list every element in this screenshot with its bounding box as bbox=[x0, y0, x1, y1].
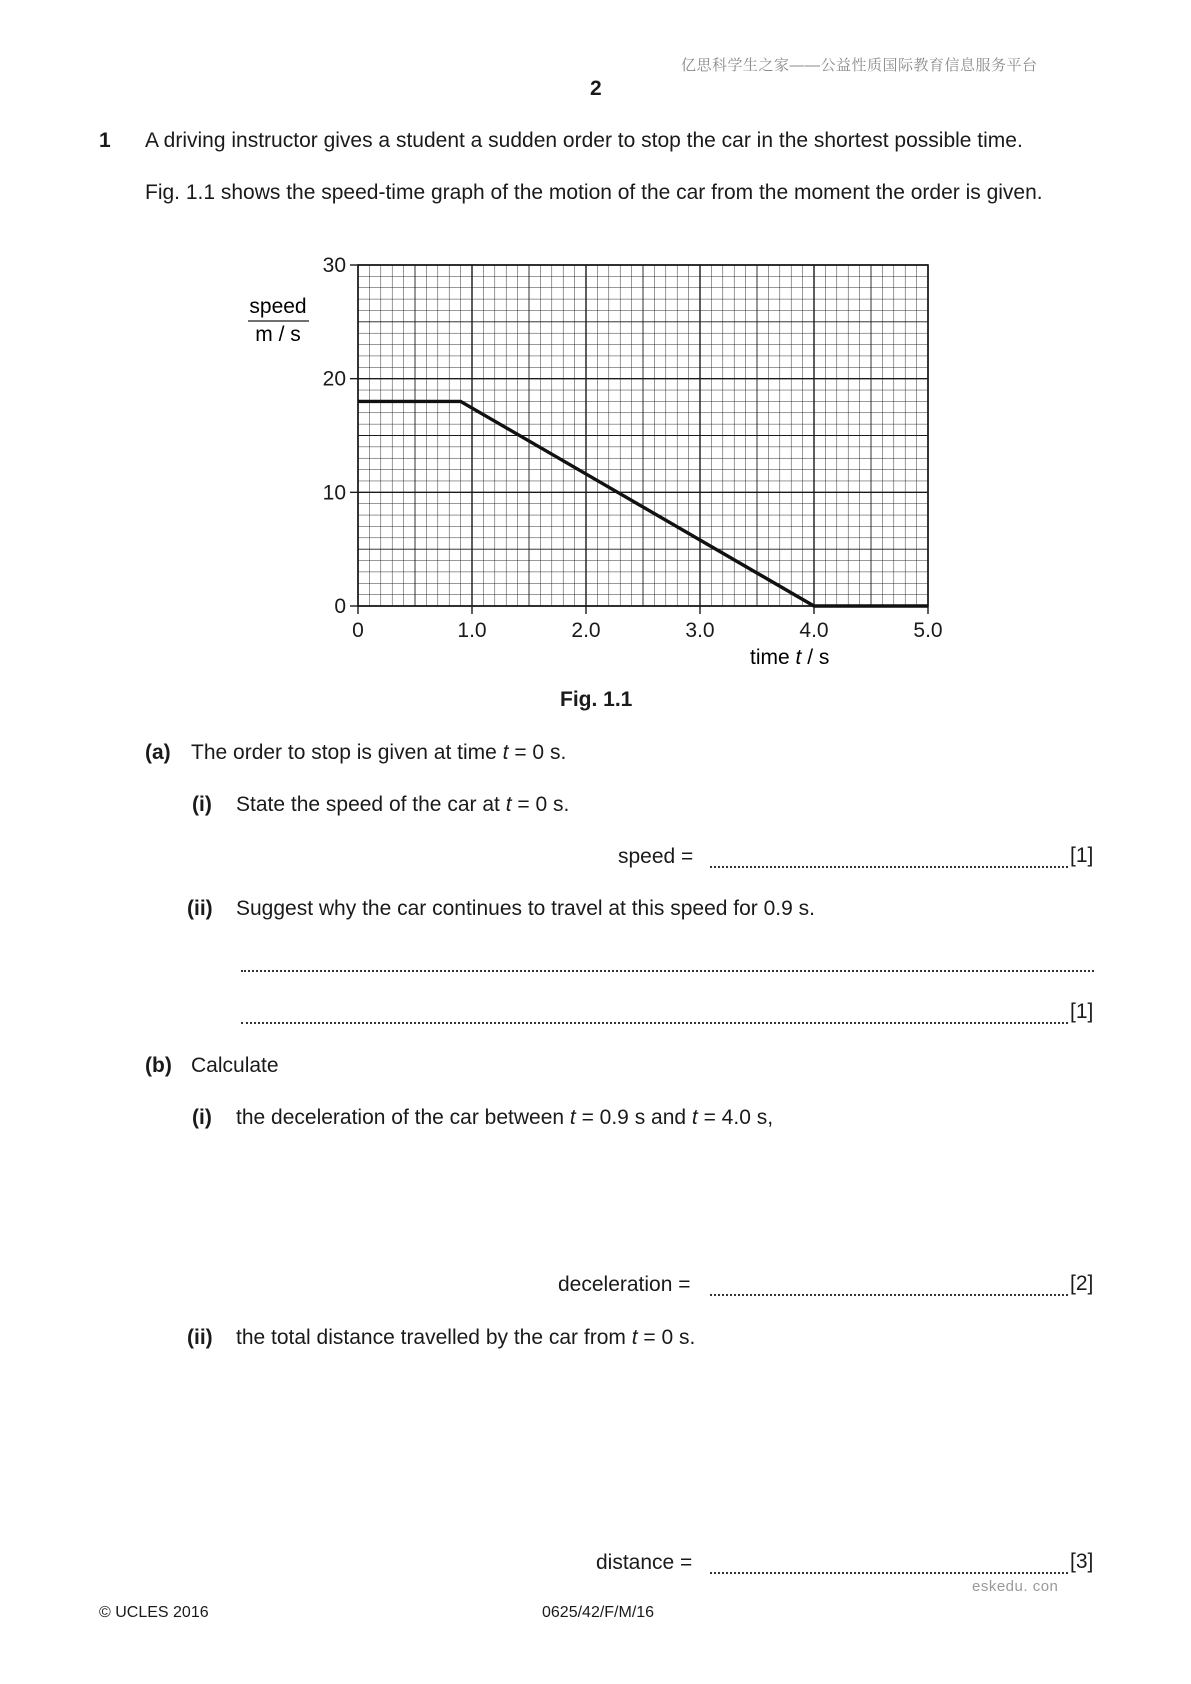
part-a-ii-marks: [1] bbox=[1070, 1000, 1094, 1023]
part-b-text: Calculate bbox=[191, 1054, 279, 1077]
y-tick-label: 20 bbox=[322, 367, 346, 391]
distance-answer-label: distance = bbox=[596, 1551, 693, 1574]
y-tick-label: 0 bbox=[334, 595, 346, 618]
part-b-ii-label: (ii) bbox=[187, 1326, 213, 1349]
part-a-label: (a) bbox=[145, 741, 171, 764]
x-tick-label: 5.0 bbox=[913, 619, 943, 642]
footer-watermark: eskedu. con bbox=[972, 1578, 1059, 1595]
figure-caption: Fig. 1.1 bbox=[560, 688, 633, 711]
grid-minor bbox=[358, 265, 928, 606]
x-tick-label: 3.0 bbox=[685, 619, 715, 642]
page-number: 2 bbox=[590, 77, 602, 100]
part-b-ii-text: the total distance travelled by the car from t = 0 s. bbox=[236, 1326, 696, 1349]
y-tick-label: 30 bbox=[322, 254, 346, 277]
question-number: 1 bbox=[99, 129, 111, 152]
x-tick-label: 2.0 bbox=[571, 619, 601, 642]
y-axis-label-bottom: m / s bbox=[255, 323, 301, 346]
speed-answer-line[interactable] bbox=[710, 866, 1068, 868]
part-a-i-marks: [1] bbox=[1070, 844, 1094, 867]
part-b-i-marks: [2] bbox=[1070, 1272, 1094, 1295]
part-a-text: The order to stop is given at time t = 0 s. bbox=[191, 741, 567, 764]
y-tick-labels bbox=[323, 254, 346, 618]
x-tick-label: 4.0 bbox=[799, 619, 829, 642]
part-a-ii-answer-line-1[interactable] bbox=[241, 970, 1094, 972]
figure-reference: Fig. 1.1 shows the speed-time graph of the motion of the car from the moment the order is given. bbox=[145, 181, 1043, 204]
x-tick-labels bbox=[352, 619, 942, 642]
deceleration-answer-label: deceleration = bbox=[558, 1273, 691, 1296]
speed-answer-label: speed = bbox=[618, 845, 694, 868]
part-b-i-text: the deceleration of the car between t = 0.9 s and t = 4.0 s, bbox=[236, 1106, 774, 1129]
part-a-ii-label: (ii) bbox=[187, 897, 213, 920]
axis-ticks bbox=[350, 265, 928, 614]
x-tick-label: 1.0 bbox=[457, 619, 487, 642]
y-axis-label-top: speed bbox=[249, 295, 307, 318]
deceleration-answer-line[interactable] bbox=[710, 1294, 1068, 1296]
part-a-i-label: (i) bbox=[192, 793, 212, 816]
y-tick-label: 10 bbox=[322, 481, 346, 505]
footer-paper-code: 0625/42/F/M/16 bbox=[542, 1604, 655, 1621]
part-b-label: (b) bbox=[145, 1054, 172, 1077]
part-a-ii-answer-line-2[interactable] bbox=[241, 1022, 1068, 1024]
x-axis-label: time t / s bbox=[750, 646, 830, 669]
x-tick-label: 0 bbox=[352, 619, 364, 642]
part-b-i-label: (i) bbox=[192, 1106, 212, 1129]
footer-copyright: © UCLES 2016 bbox=[99, 1604, 209, 1621]
distance-answer-line[interactable] bbox=[710, 1572, 1068, 1574]
part-a-i-text: State the speed of the car at t = 0 s. bbox=[236, 793, 570, 816]
header-watermark: 亿思科学生之家——公益性质国际教育信息服务平台 bbox=[681, 57, 1038, 74]
part-a-ii-text: Suggest why the car continues to travel at this speed for 0.9 s. bbox=[236, 897, 815, 920]
question-intro: A driving instructor gives a student a sudden order to stop the car in the shortest possible time. bbox=[145, 129, 1023, 152]
part-b-ii-marks: [3] bbox=[1070, 1550, 1094, 1573]
speed-time-graph bbox=[0, 0, 1191, 700]
